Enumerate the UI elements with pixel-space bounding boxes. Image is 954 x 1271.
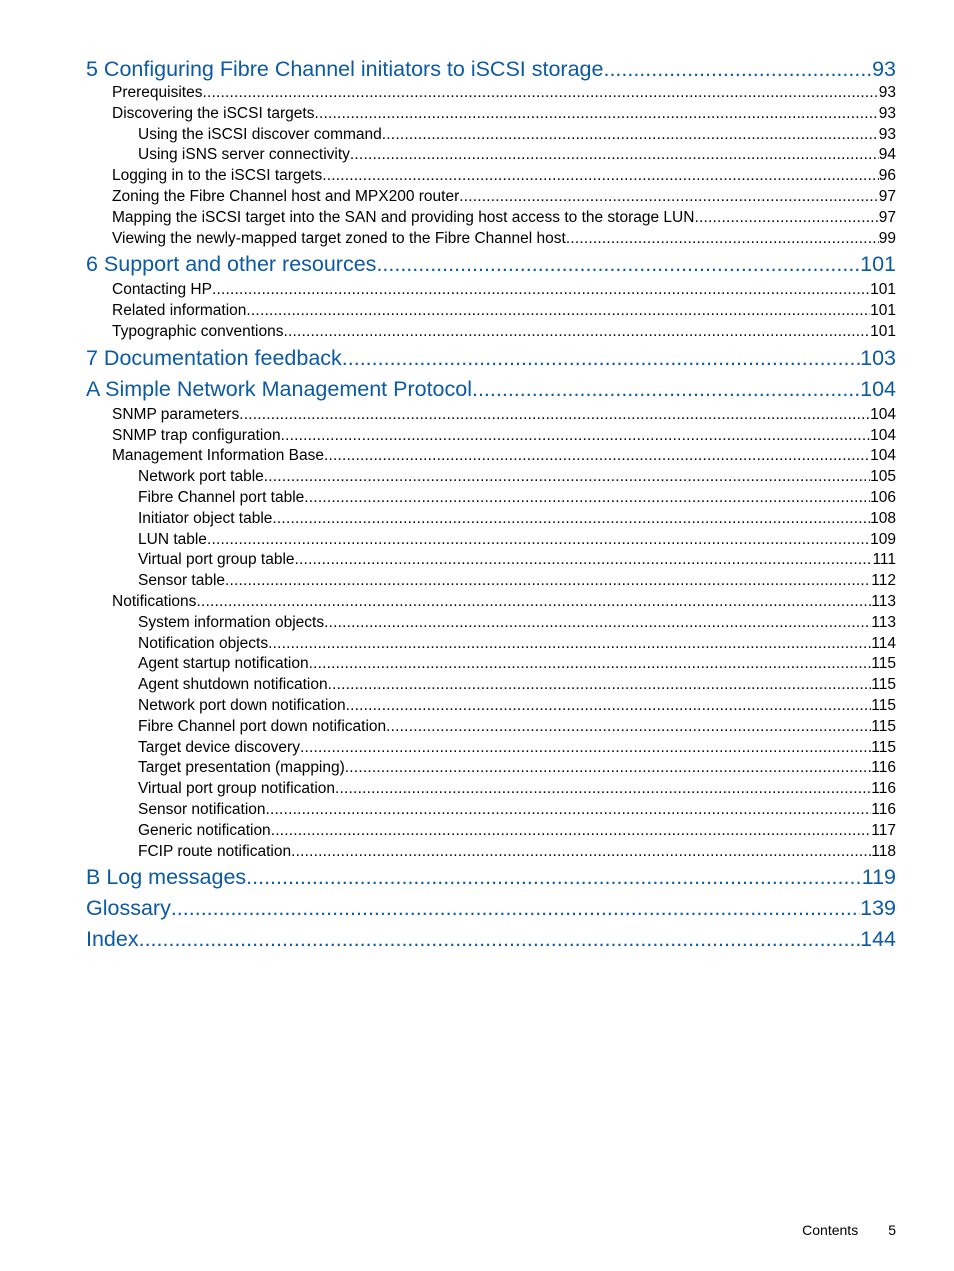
toc-entry-page: 99 xyxy=(878,229,896,247)
toc-entry-title: 6 Support and other resources xyxy=(86,252,377,277)
toc-entry-page: 117 xyxy=(871,821,896,839)
toc-entry-page: 101 xyxy=(870,302,896,320)
toc-dot-leader xyxy=(225,571,871,592)
toc-section-entry[interactable] xyxy=(86,322,896,343)
toc-entry-title: 5 Configuring Fibre Channel initiators to iSCSI storage xyxy=(86,57,604,81)
toc-entry-title: Contacting HP xyxy=(112,281,212,299)
toc-section-entry[interactable] xyxy=(86,426,896,447)
toc-entry-page: 113 xyxy=(871,613,896,631)
toc-entry-title: Index xyxy=(86,927,139,952)
toc-subsection-entry[interactable] xyxy=(86,634,896,655)
toc-entry-page: 104 xyxy=(870,426,896,444)
toc-entry-title: Discovering the iSCSI targets xyxy=(112,104,315,122)
toc-dot-leader xyxy=(328,675,872,696)
toc-subsection-entry[interactable] xyxy=(86,571,896,592)
toc-entry-title: Glossary xyxy=(86,896,171,921)
toc-dot-leader xyxy=(342,343,860,374)
toc-dot-leader xyxy=(382,125,879,146)
toc-section-entry[interactable] xyxy=(86,166,896,187)
toc-entry-page: 106 xyxy=(870,488,896,506)
toc-entry-title: Agent shutdown notification xyxy=(138,676,328,694)
toc-dot-leader xyxy=(386,717,871,738)
toc-entry-page: 109 xyxy=(870,530,896,548)
toc-entry-title: Virtual port group notification xyxy=(138,780,336,798)
toc-subsection-entry[interactable] xyxy=(86,675,896,696)
toc-subsection-entry[interactable] xyxy=(86,145,896,166)
toc-dot-leader xyxy=(281,426,871,447)
toc-entry-title: Network port down notification xyxy=(138,696,346,714)
toc-entry-page: 115 xyxy=(871,738,896,756)
toc-dot-leader xyxy=(472,374,860,405)
toc-subsection-entry[interactable] xyxy=(86,779,896,800)
toc-subsection-entry[interactable] xyxy=(86,758,896,779)
toc-entry-title: Zoning the Fibre Channel host and MPX200 router xyxy=(112,187,460,205)
toc-entry-title: A Simple Network Management Protocol xyxy=(86,376,472,401)
toc-entry-page: 101 xyxy=(870,322,896,340)
toc-dot-leader xyxy=(272,509,870,530)
toc-entry-page: 112 xyxy=(871,572,896,590)
toc-entry-page: 139 xyxy=(860,896,896,921)
toc-section-entry[interactable] xyxy=(86,446,896,467)
toc-dot-leader xyxy=(202,83,878,104)
toc-section-entry[interactable] xyxy=(86,83,896,104)
toc-entry-page: 108 xyxy=(870,509,896,527)
toc-entry-page: 104 xyxy=(870,447,896,465)
toc-subsection-entry[interactable] xyxy=(86,696,896,717)
toc-entry-title: Sensor notification xyxy=(138,800,266,818)
toc-dot-leader xyxy=(376,249,860,280)
toc-entry-title: B Log messages xyxy=(86,865,247,890)
toc-entry-title: Logging in to the iSCSI targets xyxy=(112,167,323,185)
toc-subsection-entry[interactable] xyxy=(86,654,896,675)
toc-entry-title: Fibre Channel port down notification xyxy=(138,717,387,735)
toc-subsection-entry[interactable] xyxy=(86,125,896,146)
toc-subsection-entry[interactable] xyxy=(86,488,896,509)
toc-dot-leader xyxy=(268,634,871,655)
toc-section-entry[interactable] xyxy=(86,592,896,613)
toc-dot-leader xyxy=(346,696,872,717)
toc-entry-page: 93 xyxy=(878,104,896,122)
toc-chapter-entry[interactable] xyxy=(86,893,896,924)
toc-dot-leader xyxy=(314,104,878,125)
toc-dot-leader xyxy=(304,488,870,509)
toc-entry-title: Fibre Channel port table xyxy=(138,488,305,506)
toc-section-entry[interactable] xyxy=(86,405,896,426)
toc-subsection-entry[interactable] xyxy=(86,800,896,821)
toc-entry-title: Virtual port group table xyxy=(138,551,295,569)
footer-page-number: 5 xyxy=(888,1222,896,1238)
toc-dot-leader xyxy=(212,280,870,301)
toc-subsection-entry[interactable] xyxy=(86,467,896,488)
toc-entry-page: 96 xyxy=(878,167,896,185)
toc-subsection-entry[interactable] xyxy=(86,821,896,842)
toc-chapter-entry[interactable] xyxy=(86,249,896,280)
toc-entry-page: 116 xyxy=(871,800,896,818)
toc-entry-title: 7 Documentation feedback xyxy=(86,345,342,370)
toc-dot-leader xyxy=(171,893,860,924)
toc-entry-title: Notification objects xyxy=(138,634,269,652)
toc-section-entry[interactable] xyxy=(86,301,896,322)
toc-entry-page: 104 xyxy=(860,376,896,401)
toc-entry-title: Management Information Base xyxy=(112,447,324,465)
toc-subsection-entry[interactable] xyxy=(86,530,896,551)
toc-dot-leader xyxy=(266,800,872,821)
toc-dot-leader xyxy=(324,613,871,634)
toc-dot-leader xyxy=(295,550,873,571)
toc-dot-leader xyxy=(324,446,870,467)
toc-dot-leader xyxy=(283,322,870,343)
toc-entry-title: Generic notification xyxy=(138,821,271,839)
toc-entry-page: 93 xyxy=(878,125,896,143)
toc-dot-leader xyxy=(291,842,871,863)
toc-entry-page: 93 xyxy=(878,84,896,101)
toc-chapter-entry[interactable] xyxy=(86,374,896,405)
toc-entry-title: Agent startup notification xyxy=(138,655,309,673)
toc-entry-title: Sensor table xyxy=(138,572,226,590)
toc-subsection-entry[interactable] xyxy=(86,613,896,634)
toc-subsection-entry[interactable] xyxy=(86,717,896,738)
toc-section-entry[interactable] xyxy=(86,187,896,208)
table-of-contents xyxy=(86,55,896,955)
toc-entry-page: 97 xyxy=(878,208,896,226)
toc-section-entry[interactable] xyxy=(86,229,896,250)
page-footer xyxy=(802,1222,896,1238)
toc-dot-leader xyxy=(566,229,879,250)
toc-dot-leader xyxy=(196,592,871,613)
toc-entry-page: 114 xyxy=(871,634,896,652)
toc-dot-leader xyxy=(239,405,870,426)
toc-entry-title: Initiator object table xyxy=(138,509,273,527)
toc-dot-leader xyxy=(694,208,878,229)
toc-entry-title: LUN table xyxy=(138,530,207,548)
toc-entry-page: 94 xyxy=(878,146,896,164)
toc-entry-page: 115 xyxy=(871,655,896,673)
toc-entry-page: 118 xyxy=(871,842,896,860)
toc-entry-title: Network port table xyxy=(138,468,264,486)
toc-entry-title: Related information xyxy=(112,302,247,320)
toc-subsection-entry[interactable] xyxy=(86,842,896,863)
toc-subsection-entry[interactable] xyxy=(86,738,896,759)
toc-dot-leader xyxy=(246,301,870,322)
toc-entry-title: Prerequisites xyxy=(112,84,203,101)
toc-dot-leader xyxy=(309,654,872,675)
toc-entry-title: SNMP trap configuration xyxy=(112,426,281,444)
toc-dot-leader xyxy=(603,55,872,83)
toc-dot-leader xyxy=(207,530,870,551)
toc-dot-leader xyxy=(335,779,871,800)
toc-section-entry[interactable] xyxy=(86,280,896,301)
toc-dot-leader xyxy=(271,821,872,842)
toc-entry-page: 113 xyxy=(871,592,896,610)
toc-dot-leader xyxy=(139,924,861,955)
toc-entry-title: Using iSNS server connectivity xyxy=(138,146,350,164)
toc-subsection-entry[interactable] xyxy=(86,550,896,571)
toc-entry-title: Using the iSCSI discover command xyxy=(138,125,382,143)
toc-dot-leader xyxy=(459,187,879,208)
toc-entry-page: 115 xyxy=(871,676,896,694)
toc-entry-title: Target presentation (mapping) xyxy=(138,759,345,777)
toc-entry-title: SNMP parameters xyxy=(112,405,240,423)
toc-entry-page: 116 xyxy=(871,780,896,798)
toc-entry-page: 101 xyxy=(860,252,896,277)
toc-entry-page: 93 xyxy=(872,57,896,81)
toc-entry-title: Target device discovery xyxy=(138,738,300,756)
toc-section-entry[interactable] xyxy=(86,208,896,229)
toc-entry-page: 115 xyxy=(871,696,896,714)
toc-entry-title: Typographic conventions xyxy=(112,322,284,340)
toc-subsection-entry[interactable] xyxy=(86,509,896,530)
toc-dot-leader xyxy=(300,738,871,759)
toc-entry-title: Viewing the newly-mapped target zoned to the Fibre Channel host xyxy=(112,229,566,247)
toc-chapter-entry[interactable] xyxy=(86,924,896,955)
toc-entry-page: 104 xyxy=(870,405,896,423)
footer-section-label: Contents xyxy=(802,1222,859,1238)
toc-entry-page: 144 xyxy=(860,927,896,952)
toc-entry-title: Notifications xyxy=(112,592,197,610)
toc-entry-page: 101 xyxy=(870,281,896,299)
toc-dot-leader xyxy=(246,862,862,893)
toc-entry-page: 115 xyxy=(871,717,896,735)
toc-dot-leader xyxy=(322,166,879,187)
toc-entry-page: 103 xyxy=(860,345,896,370)
toc-section-entry[interactable] xyxy=(86,104,896,125)
toc-entry-page: 116 xyxy=(871,759,896,777)
toc-chapter-entry[interactable] xyxy=(86,862,896,893)
toc-entry-page: 111 xyxy=(872,551,896,569)
toc-dot-leader xyxy=(264,467,870,488)
toc-dot-leader xyxy=(345,758,871,779)
toc-entry-title: FCIP route notification xyxy=(138,842,292,860)
toc-entry-title: Mapping the iSCSI target into the SAN and providing host access to the storage LUN xyxy=(112,208,695,226)
toc-entry-page: 119 xyxy=(861,865,896,890)
toc-chapter-entry[interactable] xyxy=(86,343,896,374)
toc-entry-page: 105 xyxy=(870,468,896,486)
toc-chapter-entry[interactable] xyxy=(86,55,896,83)
toc-dot-leader xyxy=(350,145,879,166)
toc-entry-page: 97 xyxy=(878,187,896,205)
toc-entry-title: System information objects xyxy=(138,613,325,631)
